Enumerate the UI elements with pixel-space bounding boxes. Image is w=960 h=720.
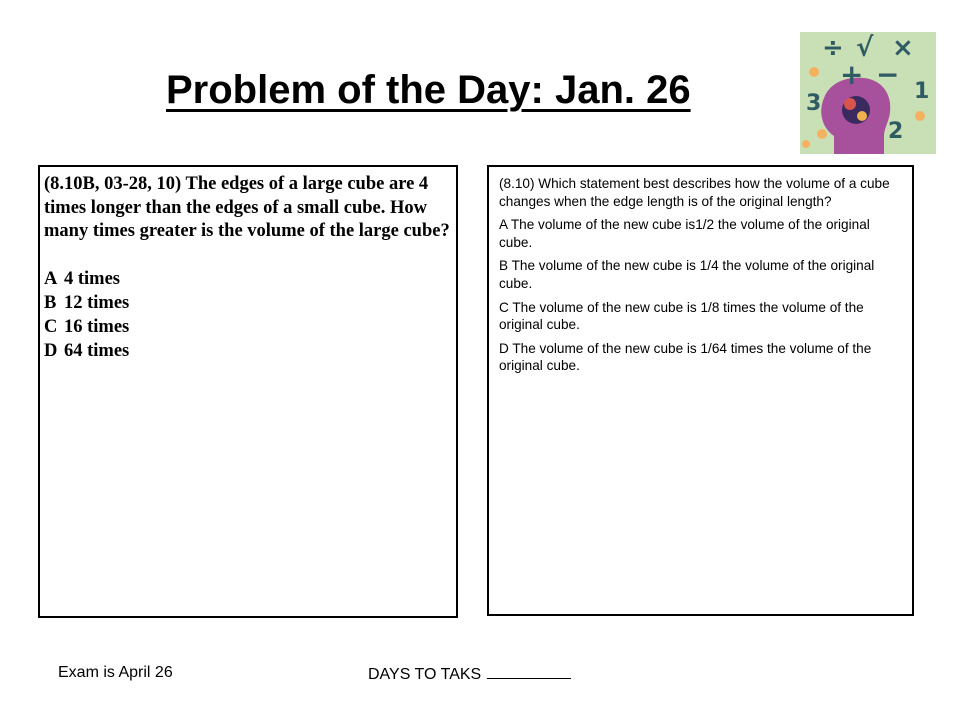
- exam-date: Exam is April 26: [58, 664, 173, 681]
- symbol-plus: +: [840, 58, 864, 91]
- math-head-logo: [800, 32, 936, 154]
- right-choice-d: D The volume of the new cube is 1/64 times the volume of the original cube.: [499, 340, 872, 374]
- symbol-times: ×: [892, 33, 914, 63]
- digit-three: 3: [806, 91, 822, 116]
- days-blank-line: [487, 664, 571, 679]
- scanned-problem: [44, 173, 450, 363]
- right-question: (8.10) Which statement best describes how the volume of a cube changes when the edge length is of the original length?: [499, 176, 890, 209]
- left-choices: [44, 267, 450, 363]
- days-to-taks: [368, 664, 571, 684]
- page-title: Problem of the Day: Jan. 26: [166, 68, 691, 112]
- choice-d: D 64 times: [44, 340, 130, 361]
- choice-a: A 4 times: [44, 268, 120, 289]
- right-choice-b: B The volume of the new cube is 1/4 the volume of the original cube.: [499, 258, 875, 291]
- digit-two: 2: [888, 119, 904, 144]
- left-question: (8.10B, 03-28, 10) The edges of a large cube are 4 times longer than the edges of a small cube. How many times greater is the volume of the large cube?: [44, 174, 450, 241]
- right-choice-c: C The volume of the new cube is 1/8 times the volume of the original cube.: [499, 299, 864, 333]
- days-to-taks-label: DAYS TO TAKS: [368, 666, 482, 683]
- symbol-root: √: [856, 33, 874, 63]
- digit-one: 1: [914, 79, 930, 104]
- symbol-minus: −: [876, 58, 900, 91]
- choice-b: B 12 times: [44, 292, 130, 313]
- math-head-icon: [800, 32, 936, 154]
- left-problem-box: [38, 165, 458, 618]
- symbol-divide: ÷: [822, 33, 844, 63]
- choice-c: C 16 times: [44, 316, 130, 337]
- right-choice-a: A The volume of the new cube is1/2 the volume of the original cube.: [499, 217, 870, 250]
- right-problem-box: [487, 165, 914, 616]
